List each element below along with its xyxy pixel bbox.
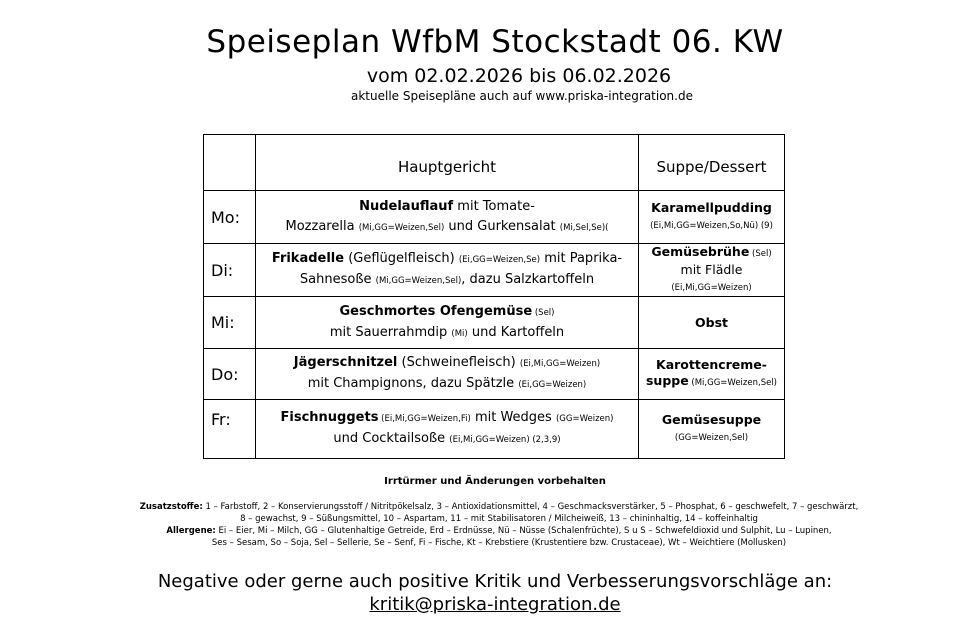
table-row xyxy=(204,244,785,297)
feedback-text: Negative oder gerne auch positive Kritik und Verbesserungsvorschläge an: xyxy=(157,571,833,592)
feedback xyxy=(0,570,954,616)
main-dish: Frikadelle (Geflügelfleisch) (Ei,GG=Weizen,Se) mit Paprika- Sahnesoße (Mi,GG=Weizen,Sel), dazu Salzkartoffeln xyxy=(256,244,639,297)
table-header-row xyxy=(204,135,785,191)
main-dish: Jägerschnitzel (Schweinefleisch) (Ei,Mi,GG=Weizen) mit Champignons, dazu Spätzle (Ei,GG=Weizen) xyxy=(256,349,639,400)
date-range: vom 02.02.2026 bis 06.02.2026 xyxy=(366,65,672,87)
soup-dessert: Gemüsebrühe (Sel) mit Flädle (Ei,Mi,GG=Weizen) xyxy=(639,244,785,297)
table-row xyxy=(204,297,785,349)
day-label: Fr: xyxy=(204,400,256,459)
day-label: Di: xyxy=(204,244,256,297)
main-dish: Nudelauflauf mit Tomate- Mozzarella (Mi,GG=Weizen,Sel) und Gurkensalat (Mi,Sel,Se)( xyxy=(256,191,639,244)
day-label: Do: xyxy=(204,349,256,400)
day-label: Mo: xyxy=(204,191,256,244)
column-header-day xyxy=(204,135,256,191)
soup-dessert: Gemüsesuppe (GG=Weizen,Sel) xyxy=(639,400,785,459)
website-note: aktuelle Speisepläne auch auf www.priska-integration.de xyxy=(351,89,693,103)
page-title: Speiseplan WfbM Stockstadt 06. KW xyxy=(206,24,784,60)
soup-dessert: Karottencreme- suppe (Mi,GG=Weizen,Sel) xyxy=(639,349,785,400)
day-label: Mi: xyxy=(204,297,256,349)
table-row xyxy=(204,191,785,244)
column-header-main: Hauptgericht xyxy=(256,135,639,191)
table-row xyxy=(204,400,785,459)
feedback-email-link[interactable]: kritik@priska-integration.de xyxy=(369,594,621,615)
additives-allergens-legend: Zusatzstoffe: 1 – Farbstoff, 2 – Konservierungsstoff / Nitritpökelsalz, 3 – Antioxidationsmittel, 4 – Geschmacksverstärker, 5 – Phosphat, 6 – geschwefelt, 7 – geschwärzt, 8 – gewachst, 9 – Süßungsmittel, 10 – Aspartam, 11 – mit Stabilisatoren / Milcheiweiß, 13 – chininhaltig, 14 – koffeinhaltig Allergene: Ei – Eier, Mi – Milch, GG – Glutenhaltige Getreide, Erd – Erdnüsse, Nü – Nüsse (Schalenfrüchte), S u S – Schwefeldioxid und Sulphit, Lu – Lupinen, Ses – Sesam, So – Soja, Sel – Sellerie, Se – Senf, Fi – Fische, Kt – Krebstiere (Krustentiere bzw. Crustaceae), Wt – Weichtiere (Mollusken) xyxy=(139,502,859,548)
main-dish: Geschmortes Ofengemüse (Sel) mit Sauerrahmdip (Mi) und Kartoffeln xyxy=(256,297,639,349)
column-header-side: Suppe/Dessert xyxy=(639,135,785,191)
main-dish: Fischnuggets (Ei,Mi,GG=Weizen,Fi) mit Wedges (GG=Weizen) und Cocktailsoße (Ei,Mi,GG=Weizen) (2,3,9) xyxy=(256,400,639,459)
table-row xyxy=(204,349,785,400)
notice: Irrtürmer und Änderungen vorbehalten xyxy=(384,476,606,487)
menu-table xyxy=(203,134,785,459)
soup-dessert: Karamellpudding (Ei,Mi,GG=Weizen,So,Nü) (9) xyxy=(639,191,785,244)
soup-dessert: Obst xyxy=(639,297,785,349)
